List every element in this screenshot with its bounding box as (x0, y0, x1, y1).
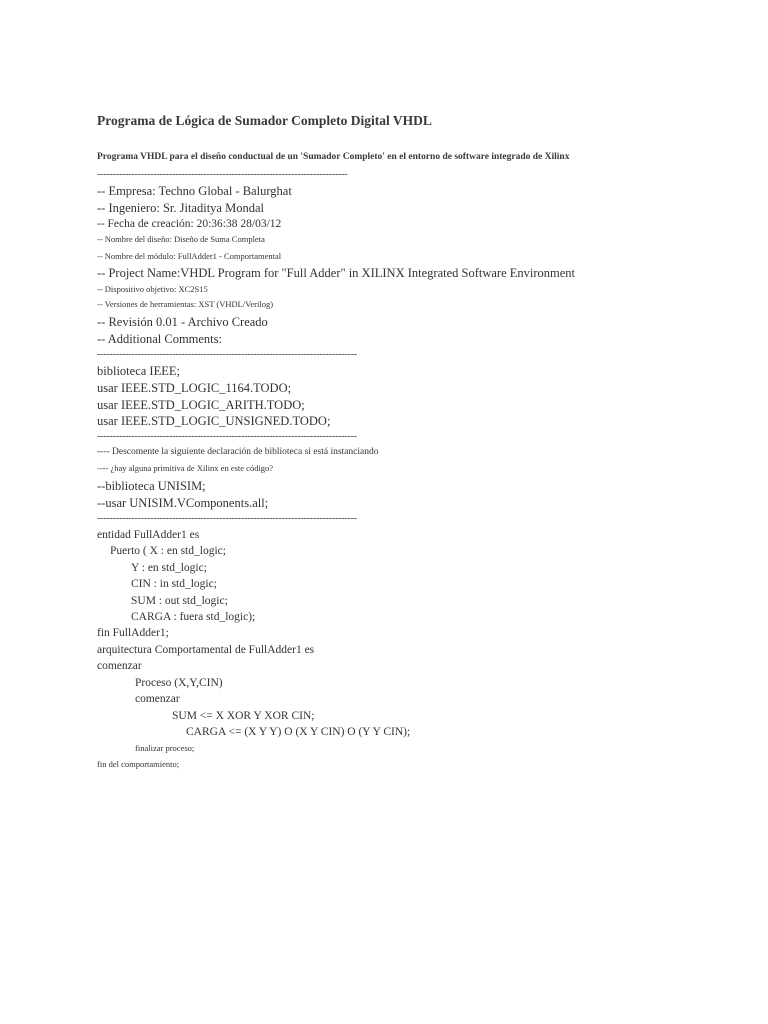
architecture-line: CARGA <= (X Y Y) O (X Y CIN) O (Y Y CIN); (186, 726, 411, 738)
comment-line: ---- Descomente la siguiente declaración de biblioteca si está instanciando (97, 447, 379, 457)
entity-line: entidad FullAdder1 es (97, 529, 200, 541)
header-target-device: -- Dispositivo objetivo: XC2S15 (97, 284, 208, 294)
architecture-line: arquitectura Comportamental de FullAdder1 es (97, 644, 315, 656)
separator-line: ----------------------------------------------------------------------------------- (97, 349, 357, 360)
header-tool-versions: -- Versiones de herramientas: XST (VHDL/Verilog) (97, 299, 274, 309)
entity-line: SUM : out std_logic; (131, 595, 228, 607)
document-subtitle: Programa VHDL para el diseño conductual de un 'Sumador Completo' en el entorno de software integrado de Xilinx (97, 152, 570, 162)
entity-line: CARGA : fuera std_logic); (131, 611, 256, 623)
library-line: usar IEEE.STD_LOGIC_ARITH.TODO; (97, 398, 305, 412)
library-line: usar IEEE.STD_LOGIC_UNSIGNED.TODO; (97, 414, 331, 428)
architecture-line: comenzar (135, 693, 180, 705)
entity-line: Y : en std_logic; (131, 562, 207, 574)
architecture-line: Proceso (X,Y,CIN) (135, 677, 223, 689)
header-comments: -- Additional Comments: (97, 332, 222, 346)
architecture-line: comenzar (97, 660, 142, 672)
header-company: -- Empresa: Techno Global - Balurghat (97, 184, 292, 198)
header-project-name: -- Project Name:VHDL Program for "Full Adder" in XILINX Integrated Software Environment (97, 266, 576, 280)
entity-line: CIN : in std_logic; (131, 578, 217, 590)
separator-line: ----------------------------------------------------------------------------------- (97, 431, 357, 442)
library-line: biblioteca IEEE; (97, 364, 180, 378)
architecture-line: finalizar proceso; (135, 743, 195, 753)
document-title: Programa de Lógica de Sumador Completo Digital VHDL (97, 113, 432, 128)
library-line: usar IEEE.STD_LOGIC_1164.TODO; (97, 381, 292, 395)
separator-line: ----------------------------------------------------------------------------------- (97, 513, 357, 524)
architecture-line: fin del comportamiento; (97, 759, 180, 769)
comment-line: --biblioteca UNISIM; (97, 479, 206, 493)
architecture-line: SUM <= X XOR Y XOR CIN; (172, 710, 315, 722)
entity-line: Puerto ( X : en std_logic; (110, 545, 226, 557)
header-date: -- Fecha de creación: 20:36:38 28/03/12 (97, 218, 282, 230)
header-revision: -- Revisión 0.01 - Archivo Creado (97, 315, 268, 329)
header-design-name: -- Nombre del diseño: Diseño de Suma Completa (97, 234, 265, 244)
header-module-name: -- Nombre del módulo: FullAdder1 - Comportamental (97, 251, 282, 261)
comment-line: --usar UNISIM.VComponents.all; (97, 496, 269, 510)
separator-line: -------------------------------------------------------------------------------- (97, 169, 348, 180)
entity-line: fin FullAdder1; (97, 627, 169, 639)
comment-line: ---- ¿hay alguna primitiva de Xilinx en este código? (97, 463, 274, 473)
header-engineer: -- Ingeniero: Sr. Jitaditya Mondal (97, 201, 264, 215)
